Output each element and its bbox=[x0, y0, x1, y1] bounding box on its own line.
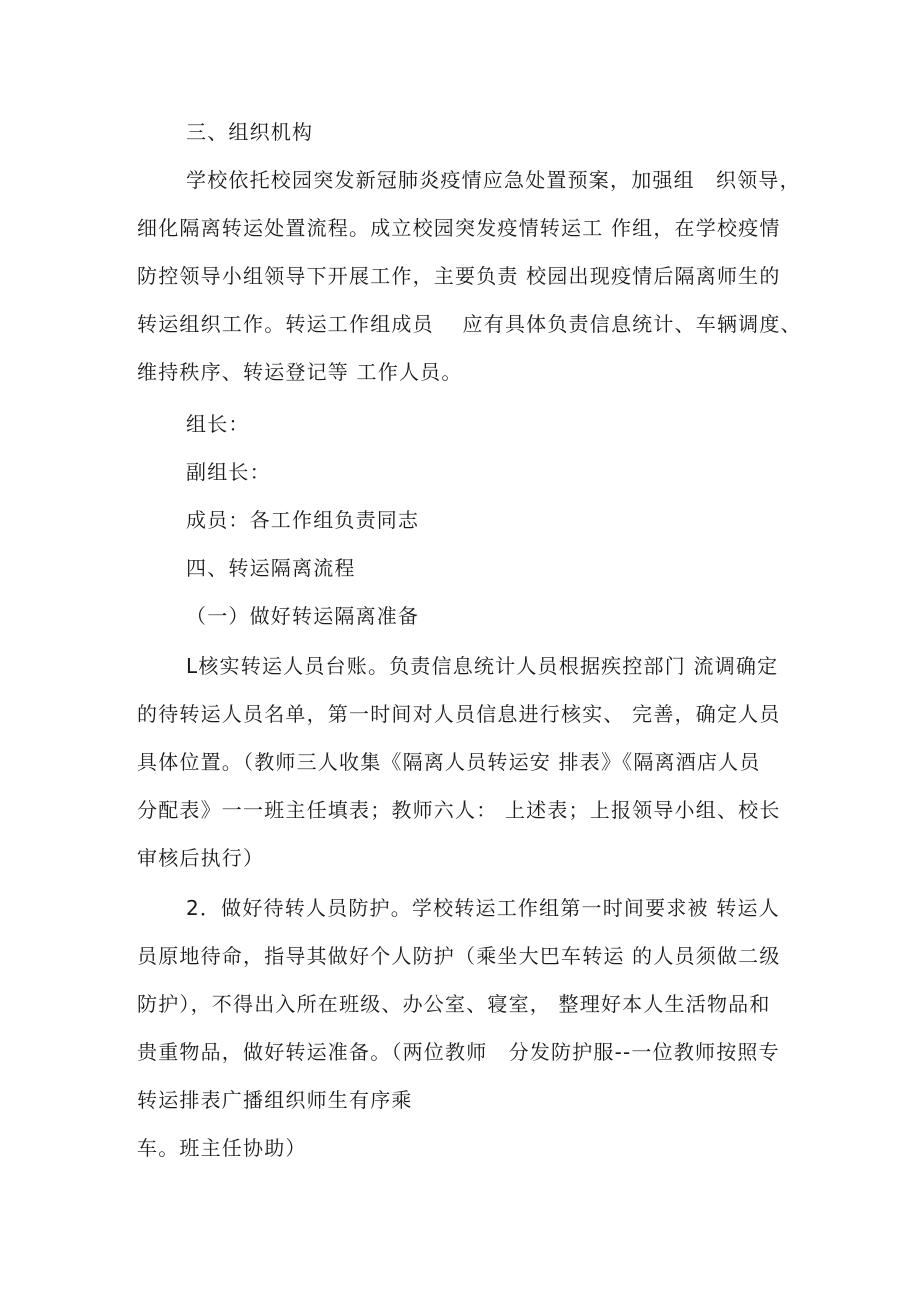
paragraph-line: L核实转运人员台账。负责信息统计人员根据疾控部门 流调确定 bbox=[186, 654, 779, 678]
paragraph-line: 学校依托校园突发新冠肺炎疫情应急处置预案，加强组 织领导， bbox=[186, 168, 801, 192]
members-line: 成员：各工作组负责同志 bbox=[186, 508, 420, 532]
section-heading-3: 三、组织机构 bbox=[186, 120, 314, 144]
paragraph-line: 车。班主任协助） bbox=[137, 1136, 307, 1160]
paragraph-line: 贵重物品，做好转运准备。（两位教师 分发防护服--一位教师按照专 bbox=[137, 1040, 780, 1064]
section-heading-4: 四、转运隔离流程 bbox=[186, 556, 356, 580]
paragraph-line: 防护），不得出入所在班级、办公室、寝室， 整理好本人生活物品和 bbox=[137, 992, 771, 1016]
paragraph-line: 维持秩序、转运登记等 工作人员。 bbox=[137, 360, 463, 384]
paragraph-line: 具体位置。（教师三人收集《隔离人员转运安 排表》《隔离酒店人员 bbox=[137, 750, 761, 774]
paragraph-line: 的待转运人员名单，第一时间对人员信息进行核实、 完善，确定人员 bbox=[137, 702, 781, 726]
paragraph-line: 转运排表广播组织师生有序乘 bbox=[137, 1088, 413, 1112]
paragraph-line: 分配表》一一班主任填表；教师六人： 上述表；上报领导小组、校长 bbox=[137, 798, 781, 822]
paragraph-line: 细化隔离转运处置流程。成立校园突发疫情转运工 作组，在学校疫情 bbox=[137, 216, 781, 240]
subsection-heading-1: （一）做好转运隔离准备 bbox=[186, 604, 420, 628]
paragraph-line: 员原地待命，指导其做好个人防护（乘坐大巴车转运 的人员须做二级 bbox=[137, 944, 781, 968]
paragraph-line: 防控领导小组领导下开展工作，主要负责 校园出现疫情后隔离师生的 bbox=[137, 264, 781, 288]
group-leader-label: 组长： bbox=[186, 412, 250, 436]
deputy-leader-label: 副组长： bbox=[186, 460, 271, 484]
paragraph-line: 转运组织工作。转运工作组成员 应有具体负责信息统计、车辆调度、 bbox=[137, 312, 802, 336]
paragraph-line: 2．做好待转人员防护。学校转运工作组第一时间要求被 转运人 bbox=[186, 896, 780, 920]
paragraph-line: 审核后执行） bbox=[137, 846, 265, 870]
